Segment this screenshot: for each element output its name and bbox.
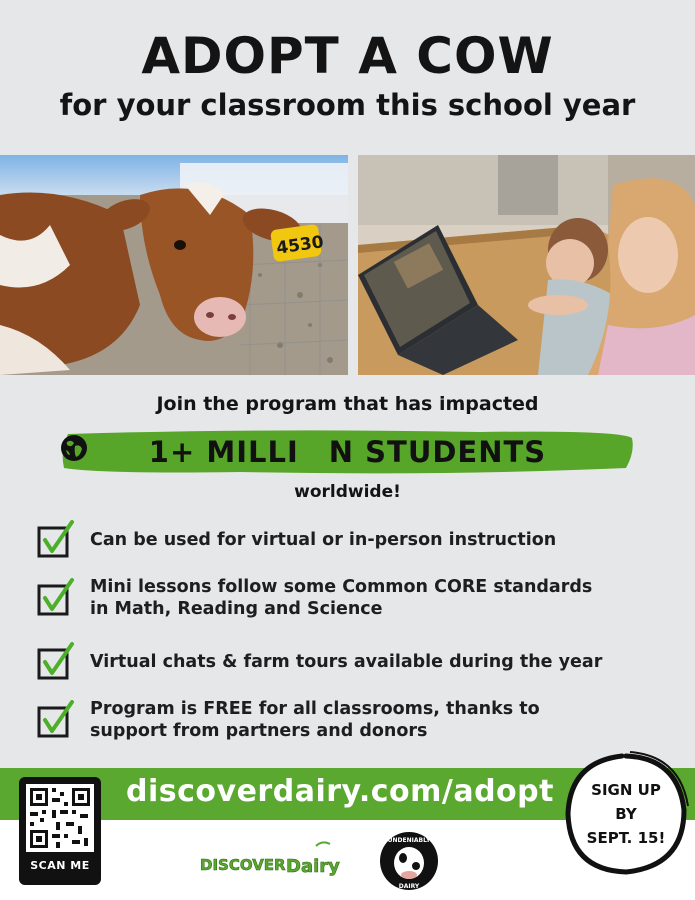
banner-text-end: N STUDENTS bbox=[328, 435, 547, 469]
trademark-text: TM bbox=[430, 884, 436, 889]
checklist-item bbox=[36, 576, 676, 620]
dairy-logo-word: Dairy bbox=[286, 856, 340, 877]
undeniably-dairy-logo bbox=[378, 830, 440, 892]
discover-dairy-logo bbox=[198, 838, 348, 882]
impact-banner bbox=[60, 428, 635, 476]
checklist-item bbox=[36, 642, 676, 682]
qr-code-pattern bbox=[26, 784, 94, 852]
checklist-text bbox=[90, 698, 540, 742]
checklist-item bbox=[36, 698, 676, 742]
signup-url-link[interactable]: discoverdairy.com/adopt bbox=[126, 774, 554, 809]
kids-laptop-photo bbox=[358, 155, 695, 375]
signup-text bbox=[560, 778, 692, 850]
checklist-line: support from partners and donors bbox=[90, 721, 428, 741]
checklist-line: Mini lessons follow some Common CORE standards bbox=[90, 577, 593, 597]
checklist-line: Program is FREE for all classrooms, thanks to bbox=[90, 699, 540, 719]
impact-intro: Join the program that has impacted bbox=[156, 393, 539, 415]
impact-outro: worldwide! bbox=[294, 482, 401, 502]
page-subtitle: for your classroom this school year bbox=[59, 88, 636, 122]
dairy-text: DAIRY bbox=[398, 883, 420, 890]
banner-text-start: 1+ MILLI bbox=[148, 435, 299, 469]
qr-code[interactable] bbox=[19, 777, 101, 885]
signup-line: BY bbox=[615, 805, 637, 823]
checkbox-icon bbox=[36, 578, 76, 618]
checkbox-icon bbox=[36, 642, 76, 682]
checklist-text: Can be used for virtual or in-person instruction bbox=[90, 530, 557, 550]
checkbox-icon bbox=[36, 700, 76, 740]
checkbox-icon bbox=[36, 520, 76, 560]
calf-photo bbox=[0, 155, 348, 375]
signup-badge bbox=[560, 748, 692, 880]
page-title: ADOPT A COW bbox=[141, 27, 554, 85]
qr-label: SCAN ME bbox=[30, 859, 90, 872]
checklist-item bbox=[36, 520, 676, 560]
signup-line: SIGN UP bbox=[591, 781, 661, 799]
signup-line: SEPT. 15! bbox=[586, 829, 666, 847]
checklist-text bbox=[90, 576, 592, 620]
checklist-line: in Math, Reading and Science bbox=[90, 599, 383, 619]
ear-tag-number: 4530 bbox=[275, 232, 325, 259]
checklist-text: Virtual chats & farm tours available during the year bbox=[90, 652, 603, 672]
globe-icon bbox=[300, 438, 328, 466]
undeniably-text: UNDENIABLY bbox=[387, 837, 431, 844]
discover-logo-word: DISCOVER bbox=[200, 856, 286, 874]
